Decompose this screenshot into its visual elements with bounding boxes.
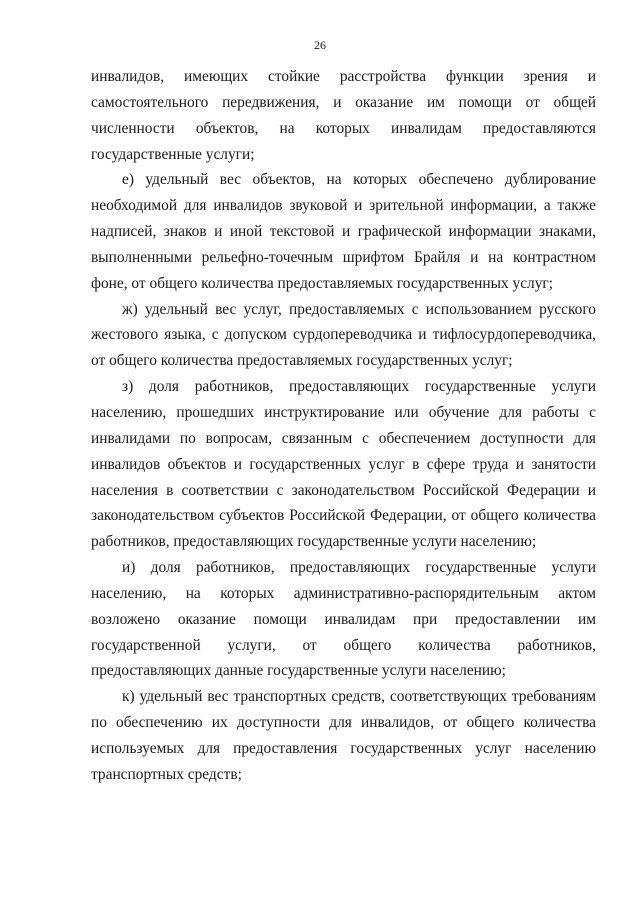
page-number: 26 [314,38,326,52]
paragraph-item-e: е) удельный вес объектов, на которых обеспечено дублирование необходимой для инвалидов звуковой и зрительной информации, а также надписей, знаков и иной текстовой и графической информации знаками, выполненными рельефно-точечным шрифтом Брайля и на контрастном фоне, от общего количества предоставляемых государственных услуг; [91,171,596,292]
paragraph-item-k: к) удельный вес транспортных средств, соответствующих требованиям по обеспечению их доступности для инвалидов, от общего количества используемых для предоставления государственных услуг населению транспортных средств; [91,688,596,783]
paragraph-item-i: и) доля работников, предоставляющих государственные услуги населению, на которых административно-распорядительным актом возложено оказание помощи инвалидам при предоставлении им государственной услуги, от общего количества работников, предоставляющих данные государственные услуги населению; [91,559,596,680]
paragraph-item-zh: ж) удельный вес услуг, предоставляемых с использованием русского жестового языка, с допуском сурдопереводчика и тифлосурдопереводчика, от общего количества предоставляемых государственных услуг; [91,300,596,370]
paragraph-continued: инвалидов, имеющих стойкие расстройства функции зрения и самостоятельного передвижения, и оказание им помощи от общей численности объектов, на которых инвалидам предоставляются государственные услуги; [91,68,596,163]
document-body [91,64,596,788]
paragraph-item-z: з) доля работников, предоставляющих государственные услуги населению, прошедших инструктирование или обучение для работы с инвалидами по вопросам, связанным с обеспечением доступности для инвалидов объектов и государственных услуг в сфере труда и занятости населения в соответствии с законодательством Российской Федерации и законодательством субъектов Российской Федерации, от общего количества работников, предоставляющих государственные услуги населению; [91,378,596,551]
